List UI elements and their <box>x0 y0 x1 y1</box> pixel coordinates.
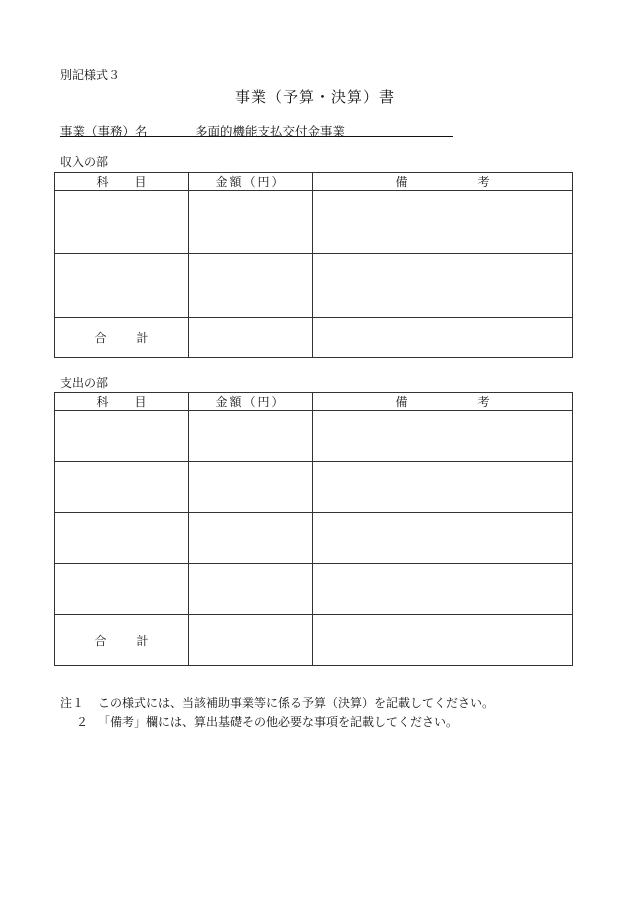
expense-amount-cell[interactable] <box>189 513 313 564</box>
income-total-row <box>55 318 573 358</box>
income-item-cell[interactable] <box>55 191 189 254</box>
income-header-amount: 金額（円） <box>189 173 313 191</box>
income-remarks-cell[interactable] <box>313 191 573 254</box>
expense-total-label-cell: 合計 <box>55 615 189 666</box>
project-name-line <box>60 122 453 137</box>
income-section-label: 収入の部 <box>60 155 109 169</box>
expense-item-cell[interactable] <box>55 564 189 615</box>
income-item-cell[interactable] <box>55 254 189 318</box>
project-value: 多面的機能支払交付金事業 <box>195 124 346 139</box>
income-total-remarks-cell[interactable] <box>313 318 573 358</box>
income-table <box>54 172 573 358</box>
expense-header-row <box>55 393 573 411</box>
expense-item-cell[interactable] <box>55 513 189 564</box>
expense-row-3 <box>55 513 573 564</box>
income-remarks-cell[interactable] <box>313 254 573 318</box>
expense-remarks-cell[interactable] <box>313 564 573 615</box>
expense-total-amount-cell[interactable] <box>189 615 313 666</box>
expense-amount-cell[interactable] <box>189 462 313 513</box>
expense-remarks-cell[interactable] <box>313 462 573 513</box>
expense-section-label: 支出の部 <box>60 376 109 390</box>
expense-header-amount: 金額（円） <box>189 393 313 411</box>
income-amount-cell[interactable] <box>189 254 313 318</box>
income-header-row <box>55 173 573 191</box>
expense-header-item: 科目 <box>55 393 189 411</box>
note-text: この様式には、当該補助事業等に係る予算（決算）を記載してください。 <box>98 696 495 710</box>
expense-total-remarks-cell[interactable] <box>313 615 573 666</box>
notes <box>60 694 494 732</box>
note-text: 「備考」欄には、算出基礎その他必要な事項を記載してください。 <box>98 715 459 729</box>
note-mark: ２ <box>76 715 89 729</box>
expense-amount-cell[interactable] <box>189 564 313 615</box>
form-id: 別記様式３ <box>60 68 121 82</box>
expense-total-row <box>55 615 573 666</box>
expense-amount-cell[interactable] <box>189 411 313 462</box>
expense-item-cell[interactable] <box>55 462 189 513</box>
expense-remarks-cell[interactable] <box>313 513 573 564</box>
expense-table <box>54 392 573 666</box>
document-title: 事業（予算・決算）書 <box>234 88 395 106</box>
expense-row-2 <box>55 462 573 513</box>
expense-item-cell[interactable] <box>55 411 189 462</box>
income-total-label-cell: 合計 <box>55 318 189 358</box>
expense-remarks-cell[interactable] <box>313 411 573 462</box>
expense-row-1 <box>55 411 573 462</box>
project-label: 事業（事務）名 <box>60 124 148 139</box>
note-mark: 注１ <box>60 696 85 710</box>
income-row-2 <box>55 254 573 318</box>
note-item <box>60 713 494 732</box>
income-header-remarks: 備考 <box>313 173 573 191</box>
expense-header-remarks: 備考 <box>313 393 573 411</box>
income-total-amount-cell[interactable] <box>189 318 313 358</box>
note-item <box>60 694 494 713</box>
income-amount-cell[interactable] <box>189 191 313 254</box>
income-row-1 <box>55 191 573 254</box>
expense-row-4 <box>55 564 573 615</box>
income-header-item: 科目 <box>55 173 189 191</box>
